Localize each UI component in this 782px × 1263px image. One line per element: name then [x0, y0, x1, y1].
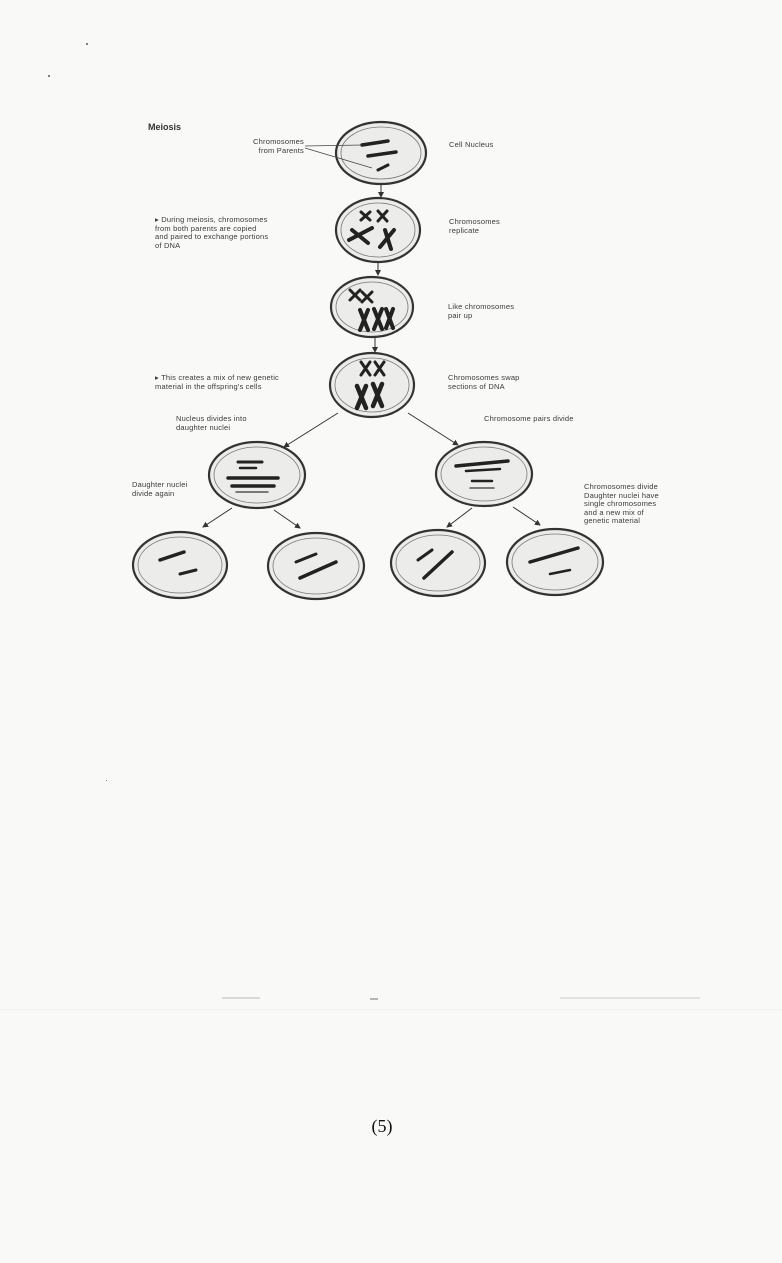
- daughter-cell-left: [209, 442, 305, 508]
- cell-swap: [330, 353, 414, 417]
- cell-pair-up: [331, 277, 413, 337]
- scan-speck: [86, 43, 88, 45]
- arrow-rl: [447, 508, 472, 527]
- label-chromosomes-divide: Chromosomes divide Daughter nuclei have single chromosomes and a new mix of genetic material: [584, 482, 659, 525]
- cell-replicate: [336, 198, 420, 262]
- diagram-title: Meiosis: [148, 122, 182, 132]
- label-daughter-nuclei-divide-again: Daughter nuclei divide again: [132, 480, 188, 498]
- scan-speck: [106, 780, 107, 781]
- arrow-lr: [274, 510, 300, 528]
- daughter-cell-right: [436, 442, 532, 506]
- final-cell-3: [391, 530, 485, 596]
- label-chromosomes-from-parents: Chromosomes from Parents: [253, 137, 304, 155]
- label-chromosome-pairs-divide: Chromosome pairs divide: [484, 414, 574, 423]
- label-like-chromosomes-pair-up: Like chromosomes pair up: [448, 302, 515, 320]
- page-number: (5): [371, 1116, 393, 1136]
- cell-nucleus-parent: [336, 122, 426, 184]
- label-creates-mix: ▸ This creates a mix of new genetic material in the offspring's cells: [155, 373, 280, 391]
- label-during-meiosis: ▸ During meiosis, chromosomes from both parents are copied and paired to exchange portions of DNA: [155, 215, 269, 250]
- scan-artifacts: [0, 998, 782, 1010]
- label-nucleus-divides: Nucleus divides into daughter nuclei: [176, 414, 247, 432]
- arrow-rr: [513, 507, 540, 525]
- arrow-ll: [203, 508, 232, 527]
- arrow-left-branch: [284, 413, 338, 447]
- final-cell-2: [268, 533, 364, 599]
- label-chromosomes-replicate: Chromosomes replicate: [449, 217, 500, 235]
- final-cell-1: [133, 532, 227, 598]
- arrow-right-branch: [408, 413, 458, 445]
- scan-speck: [48, 75, 50, 77]
- final-cell-4: [507, 529, 603, 595]
- label-cell-nucleus: Cell Nucleus: [449, 140, 494, 149]
- label-chromosomes-swap: Chromosomes swap sections of DNA: [448, 373, 520, 391]
